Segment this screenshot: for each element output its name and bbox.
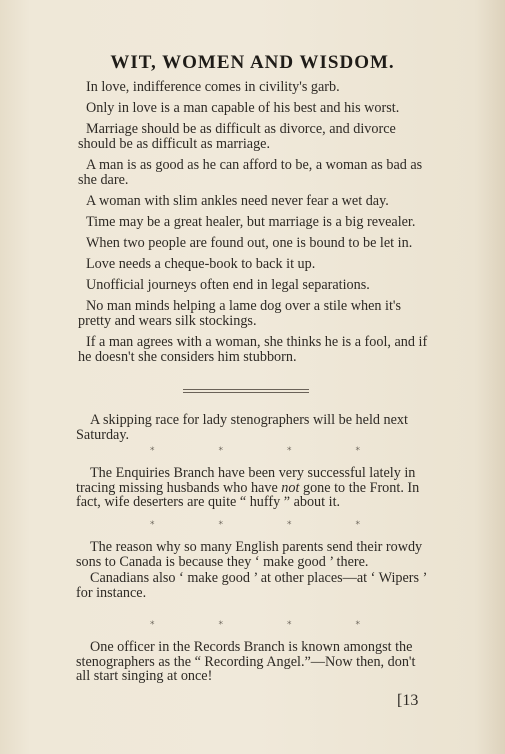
saying: In love, indifference comes in civility's garb. [86, 79, 340, 95]
saying: Time may be a great healer, but marriage is a big revealer. [86, 214, 416, 230]
star: * [287, 620, 292, 630]
star-separator [150, 520, 360, 532]
star: * [355, 620, 360, 630]
text-run: gone to the Front. In fact, wife deserters are quite “ huffy ” about it. [76, 479, 420, 510]
text-run: The Enquiries Branch have been very successful lately in tracing missing husbands who have [76, 465, 416, 496]
star: * [150, 446, 155, 456]
star-separator [150, 620, 360, 632]
star: * [287, 520, 292, 530]
star: * [218, 520, 223, 530]
sayings-list [78, 80, 430, 371]
saying: A woman with slim ankles need never fear a wet day. [86, 193, 389, 209]
section-divider [183, 389, 309, 393]
news-text: One officer in the Records Branch is known amongst the stenographers as the “ Recording Angel.”—Now then, don't all start singing at once! [76, 639, 416, 684]
page-title: WIT, WOMEN AND WISDOM. [110, 52, 395, 73]
page-number: [13 [397, 692, 419, 709]
news-text: A skipping race for lady stenographers will be held next Saturday. [76, 412, 408, 443]
news-text [76, 466, 432, 510]
news-item [76, 466, 432, 510]
saying: When two people are found out, one is bound to be let in. [86, 235, 413, 251]
news-item [76, 540, 432, 600]
news-item [76, 640, 432, 684]
star: * [150, 620, 155, 630]
star: * [355, 446, 360, 456]
star: * [150, 520, 155, 530]
saying: A man is as good as he can afford to be, a woman as bad as she dare. [78, 157, 423, 188]
saying: No man minds helping a lame dog over a stile when it's pretty and wears silk stockings. [78, 298, 402, 329]
saying: Only in love is a man capable of his best and his worst. [86, 100, 400, 116]
star: * [287, 446, 292, 456]
emphasis: not [281, 479, 300, 496]
saying: Love needs a cheque-book to back it up. [86, 256, 316, 272]
saying: Unofficial journeys often end in legal separations. [86, 277, 370, 293]
news-text: Canadians also ‘ make good ’ at other places—at ‘ Wipers ’ for instance. [76, 570, 427, 601]
star: * [218, 620, 223, 630]
saying: Marriage should be as difficult as divorce, and divorce should be as difficult as marriage. [78, 121, 396, 152]
news-text: The reason why so many English parents send their rowdy sons to Canada is because they ‘ make good ’ there. [76, 539, 423, 570]
star: * [218, 446, 223, 456]
news-item [76, 413, 432, 442]
star: * [355, 520, 360, 530]
saying: If a man agrees with a woman, she thinks he is a fool, and if he doesn't she considers him stubborn. [78, 334, 428, 365]
star-separator [150, 446, 360, 458]
